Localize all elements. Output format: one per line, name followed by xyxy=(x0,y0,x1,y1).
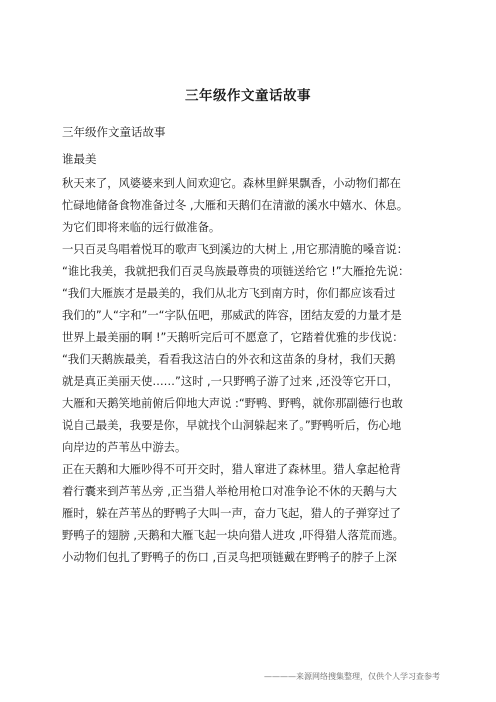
text-line: “谁比我美，我就把我们百灵鸟族最尊贵的项链送给它 !”大雁抢先说： xyxy=(62,265,410,278)
text-line: 忙碌地储备食物准备过冬 ,大雁和天鹅们在清澈的溪水中嬉水、休息。 xyxy=(62,199,409,212)
text-line: 大雁和天鹅笑地前俯后仰地大声说 :“野鸭、野鸭，就你那副德行也敢 xyxy=(62,397,403,410)
text-line: 着行囊来到芦苇丛旁 ,正当猎人举枪用枪口对准争论不休的天鹅与大 xyxy=(62,485,397,498)
source-footer: ————来源网络搜集整理，仅供个人学习查参考 xyxy=(264,672,440,681)
text-line: 小动物们包扎了野鸭子的伤口 ,百灵鸟把项链戴在野鸭子的脖子上深 xyxy=(62,551,397,564)
text-line: “我们大雁族才是最美的，我们从北方飞到南方时，你们都应该看过 xyxy=(62,287,396,300)
text-line: 我们的”人“字和”一“字队伍吧，那威武的阵容，团结友爱的力量才是 xyxy=(62,309,402,322)
text-line: 世界上最美丽的啊 !”天鹅听完后可不愿意了，它踏着优雅的步伐说： xyxy=(62,331,404,344)
story-paragraph xyxy=(62,459,436,569)
text-line: 向岸边的芦苇丛中游去。 xyxy=(62,441,187,454)
text-line: 雁时，躲在芦苇丛的野鸭子大叫一声，奋力飞起，猎人的子弹穿过了 xyxy=(62,507,401,520)
document-subtitle: 三年级作文童话故事 xyxy=(62,125,166,139)
story-paragraph xyxy=(62,173,436,239)
text-line: 就是真正美丽天使……”这时 ,一只野鸭子游了过来 ,还没等它开口， xyxy=(62,375,399,388)
text-line: “我们天鹅族最美，看看我这洁白的外衣和这苗条的身材，我们天鹅 xyxy=(62,353,396,366)
text-line: 为它们即将来临的远行做准备。 xyxy=(62,221,221,234)
document-title: 三年级作文童话故事 xyxy=(185,88,311,104)
text-line: 一只百灵鸟唱着悦耳的歌声飞到溪边的大树上 ,用它那清脆的嗓音说： xyxy=(62,243,409,256)
text-line: 说自己最美，我要是你，早就找个山洞躲起来了。”野鸭听后，伤心地 xyxy=(62,419,402,432)
text-line: 秋天来了，风婆婆来到人间欢迎它。森林里鲜果飘香，小动物们都在 xyxy=(62,177,401,190)
text-line: 野鸭子的翅膀 ,天鹅和大雁飞起一块向猎人进攻 ,吓得猎人落荒而逃。 xyxy=(62,529,404,542)
story-heading: 谁最美 xyxy=(62,152,97,166)
story-paragraph xyxy=(62,239,436,459)
story-body xyxy=(62,173,436,569)
text-line: 正在天鹅和大雁吵得不可开交时，猎人窜进了森林里。猎人拿起枪背 xyxy=(62,463,401,476)
